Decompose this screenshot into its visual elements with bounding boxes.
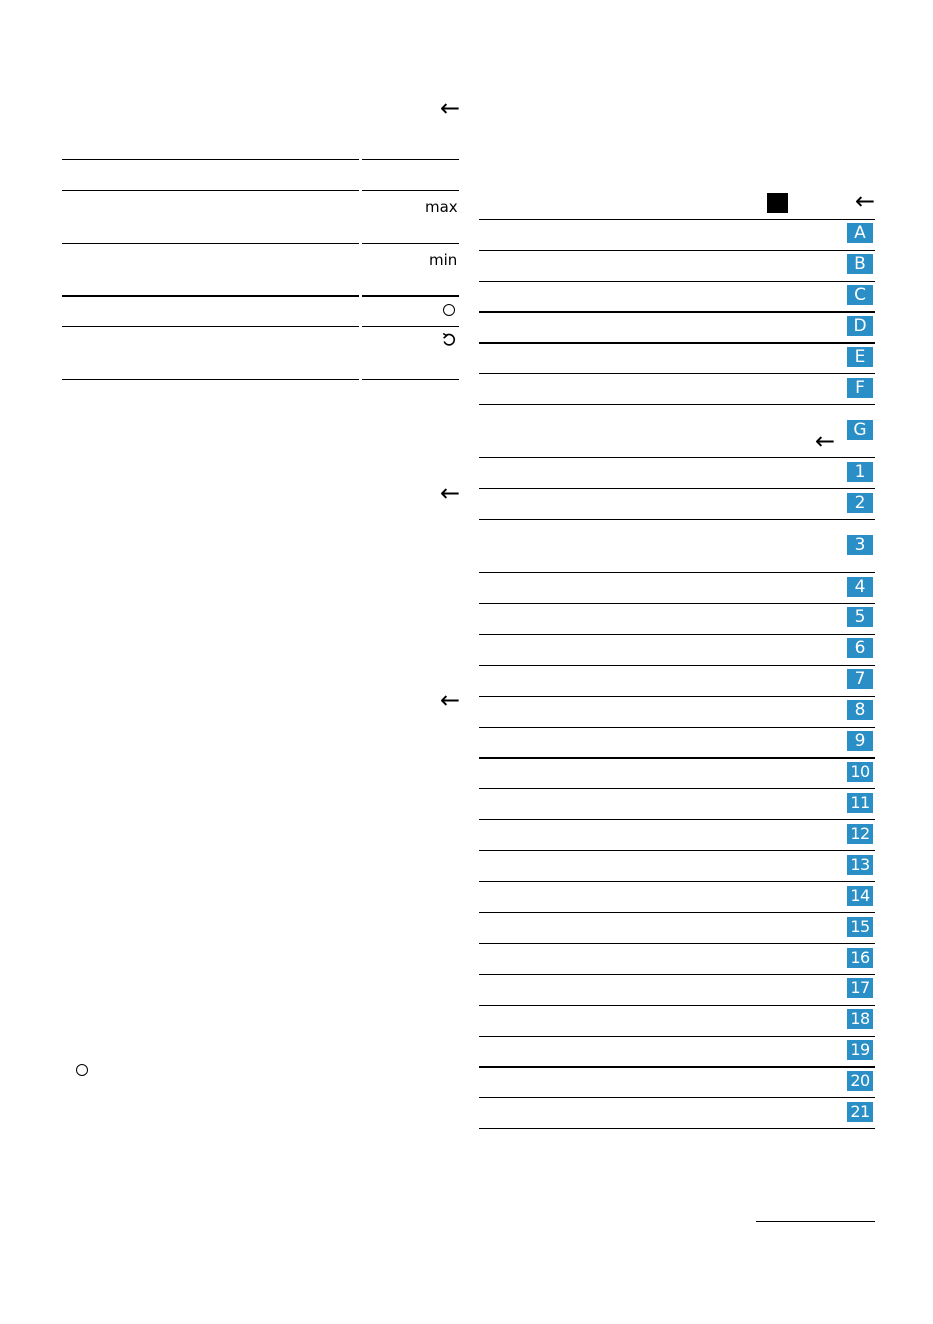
- table-rule: [62, 379, 359, 380]
- table-rule: [479, 603, 875, 604]
- table-rule: [479, 457, 875, 458]
- circle-icon: [443, 304, 455, 316]
- marker-badge: 5: [847, 607, 873, 627]
- table-rule: [479, 665, 875, 666]
- marker-badge: 7: [847, 669, 873, 689]
- table-rule: [62, 243, 359, 244]
- marker-badge: 2: [847, 493, 873, 513]
- marker-badge: 16: [847, 948, 873, 968]
- table-rule: [62, 159, 359, 160]
- table-rule: [479, 488, 875, 489]
- marker-badge: 18: [847, 1009, 873, 1029]
- table-rule: [479, 219, 875, 220]
- table-rule: [479, 943, 875, 944]
- table-rule: [479, 1066, 875, 1068]
- marker-badge: 8: [847, 700, 873, 720]
- marker-badge: 21: [847, 1102, 873, 1122]
- arrow-left-icon: ←: [440, 686, 461, 714]
- black-square-icon: [767, 193, 788, 213]
- marker-badge: B: [847, 254, 873, 274]
- table-rule: [479, 727, 875, 728]
- table-rule: [479, 757, 875, 759]
- arrow-left-icon: ←: [855, 187, 876, 215]
- table-rule: [479, 250, 875, 251]
- table-rule: [479, 850, 875, 851]
- marker-badge: 3: [847, 535, 873, 555]
- marker-badge: E: [847, 347, 873, 367]
- marker-badge: 15: [847, 917, 873, 937]
- marker-badge: F: [847, 378, 873, 398]
- table-rule: [479, 1097, 875, 1098]
- table-rule: [479, 342, 875, 344]
- marker-badge: A: [847, 223, 873, 243]
- marker-badge: D: [847, 316, 873, 336]
- marker-badge: 9: [847, 731, 873, 751]
- table-rule: [362, 326, 459, 327]
- footer-rule: [756, 1221, 875, 1222]
- marker-badge: 17: [847, 978, 873, 998]
- table-rule: [62, 295, 359, 297]
- table-rule: [479, 404, 875, 405]
- table-rule: [479, 519, 875, 520]
- table-rule: [479, 912, 875, 913]
- arrow-left-icon: ←: [815, 427, 836, 455]
- table-rule: [479, 311, 875, 313]
- table-rule: [362, 295, 459, 297]
- marker-badge: 4: [847, 577, 873, 597]
- marker-badge: 10: [847, 762, 873, 782]
- marker-badge: G: [847, 420, 873, 440]
- marker-badge: 11: [847, 793, 873, 813]
- table-rule: [479, 634, 875, 635]
- table-rule: [62, 326, 359, 327]
- table-rule: [479, 1005, 875, 1006]
- circle-icon: [76, 1064, 88, 1076]
- table-rule: [362, 159, 459, 160]
- table-rule: [479, 373, 875, 374]
- table-rule: [62, 190, 359, 191]
- table-rule: [479, 1036, 875, 1037]
- table-rule: [479, 974, 875, 975]
- refresh-icon: [441, 332, 457, 348]
- table-rule: [479, 788, 875, 789]
- table-rule: [479, 881, 875, 882]
- table-rule: [479, 819, 875, 820]
- table-rule: [479, 1128, 875, 1129]
- max-label: max: [425, 198, 458, 216]
- table-rule: [362, 379, 459, 380]
- marker-badge: 6: [847, 638, 873, 658]
- min-label: min: [429, 251, 458, 269]
- table-rule: [362, 243, 459, 244]
- marker-badge: 14: [847, 886, 873, 906]
- marker-badge: 1: [847, 462, 873, 482]
- marker-badge: 12: [847, 824, 873, 844]
- marker-badge: C: [847, 285, 873, 305]
- table-rule: [479, 281, 875, 282]
- marker-badge: 19: [847, 1040, 873, 1060]
- table-rule: [479, 572, 875, 573]
- table-rule: [479, 696, 875, 697]
- arrow-left-icon: ←: [440, 479, 461, 507]
- marker-badge: 20: [847, 1071, 873, 1091]
- arrow-left-icon: ←: [440, 94, 461, 122]
- marker-badge: 13: [847, 855, 873, 875]
- table-rule: [362, 190, 459, 191]
